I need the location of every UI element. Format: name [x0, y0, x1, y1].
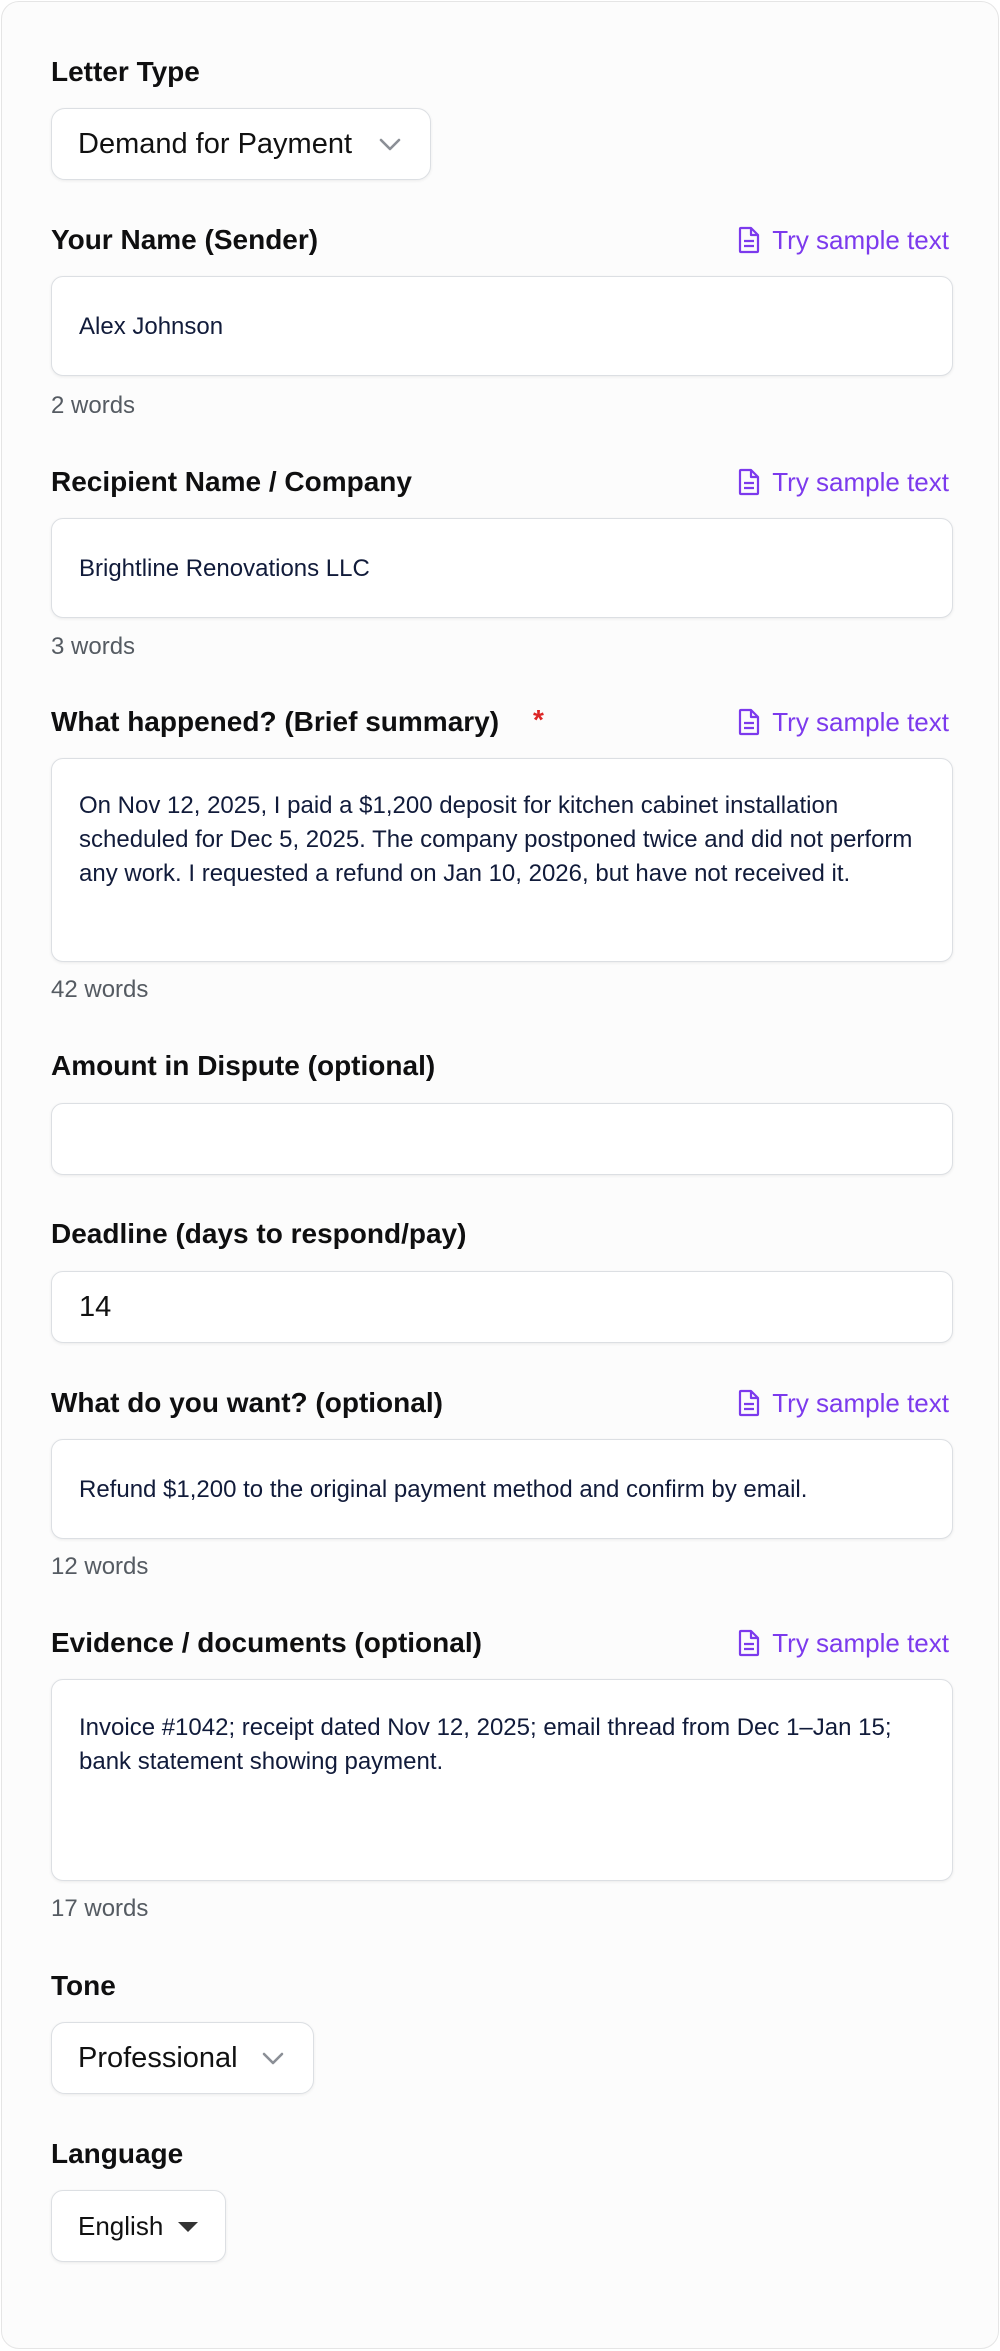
document-icon: [736, 708, 762, 736]
amount-label: Amount in Dispute (optional): [51, 1050, 436, 1081]
recipient-sample-link[interactable]: [736, 466, 949, 498]
summary-label: What happened? (Brief summary): [51, 706, 500, 737]
sample-link-label: Try sample text: [772, 467, 949, 497]
tone-label: Tone: [51, 1970, 116, 2001]
required-marker: *: [533, 704, 544, 735]
sample-link-label: Try sample text: [772, 1388, 949, 1418]
summary-textarea[interactable]: [51, 758, 953, 962]
sender-input[interactable]: [51, 276, 953, 376]
evidence-word-count: 17 words: [51, 1895, 149, 1922]
document-icon: [736, 1629, 762, 1657]
sender-word-count: 2 words: [51, 392, 136, 419]
recipient-input[interactable]: [51, 518, 953, 618]
tone-value: Professional: [78, 2041, 238, 2074]
want-word-count: 12 words: [51, 1553, 149, 1580]
language-value: English: [78, 2210, 164, 2241]
summary-value: On Nov 12, 2025, I paid a $1,200 deposit for kitchen cabinet installation scheduled for Dec 5, 2025. The company postponed twice and did not perform any work. I requested a refund on Jan 10, 2026, but have not received it.: [79, 792, 913, 887]
want-sample-link[interactable]: [736, 1387, 949, 1419]
letter-form: [1, 1, 999, 2349]
chevron-down-icon: [378, 138, 402, 152]
language-select[interactable]: [51, 2190, 226, 2262]
chevron-down-icon: [261, 2052, 285, 2066]
document-icon: [736, 226, 762, 254]
evidence-label: Evidence / documents (optional): [51, 1627, 482, 1658]
sample-link-label: Try sample text: [772, 707, 949, 737]
evidence-textarea[interactable]: [51, 1679, 953, 1881]
document-icon: [736, 468, 762, 496]
language-label: Language: [51, 2138, 184, 2169]
amount-input[interactable]: [51, 1103, 953, 1175]
recipient-label: Recipient Name / Company: [51, 466, 412, 497]
want-textarea[interactable]: [51, 1439, 953, 1539]
deadline-input[interactable]: [51, 1271, 953, 1343]
letter-type-label: Letter Type: [51, 56, 200, 87]
want-label: What do you want? (optional): [51, 1387, 443, 1418]
letter-type-select[interactable]: [51, 108, 431, 180]
evidence-sample-link[interactable]: [736, 1627, 949, 1659]
summary-word-count: 42 words: [51, 976, 149, 1003]
caret-down-icon: [177, 2221, 199, 2233]
letter-type-value: Demand for Payment: [78, 127, 353, 160]
sender-sample-link[interactable]: [736, 224, 949, 256]
sender-value: Alex Johnson: [79, 313, 224, 340]
sample-link-label: Try sample text: [772, 1628, 949, 1658]
sample-link-label: Try sample text: [772, 225, 949, 255]
tone-select[interactable]: [51, 2022, 314, 2094]
sender-label: Your Name (Sender): [51, 224, 319, 255]
document-icon: [736, 1389, 762, 1417]
evidence-value: Invoice #1042; receipt dated Nov 12, 2025; email thread from Dec 1–Jan 15; bank statement showing payment.: [79, 1714, 892, 1775]
want-value: Refund $1,200 to the original payment method and confirm by email.: [79, 1476, 808, 1503]
summary-sample-link[interactable]: [736, 706, 949, 738]
deadline-value: 14: [79, 1291, 112, 1323]
deadline-label: Deadline (days to respond/pay): [51, 1218, 467, 1249]
recipient-word-count: 3 words: [51, 633, 136, 660]
recipient-value: Brightline Renovations LLC: [79, 555, 370, 582]
